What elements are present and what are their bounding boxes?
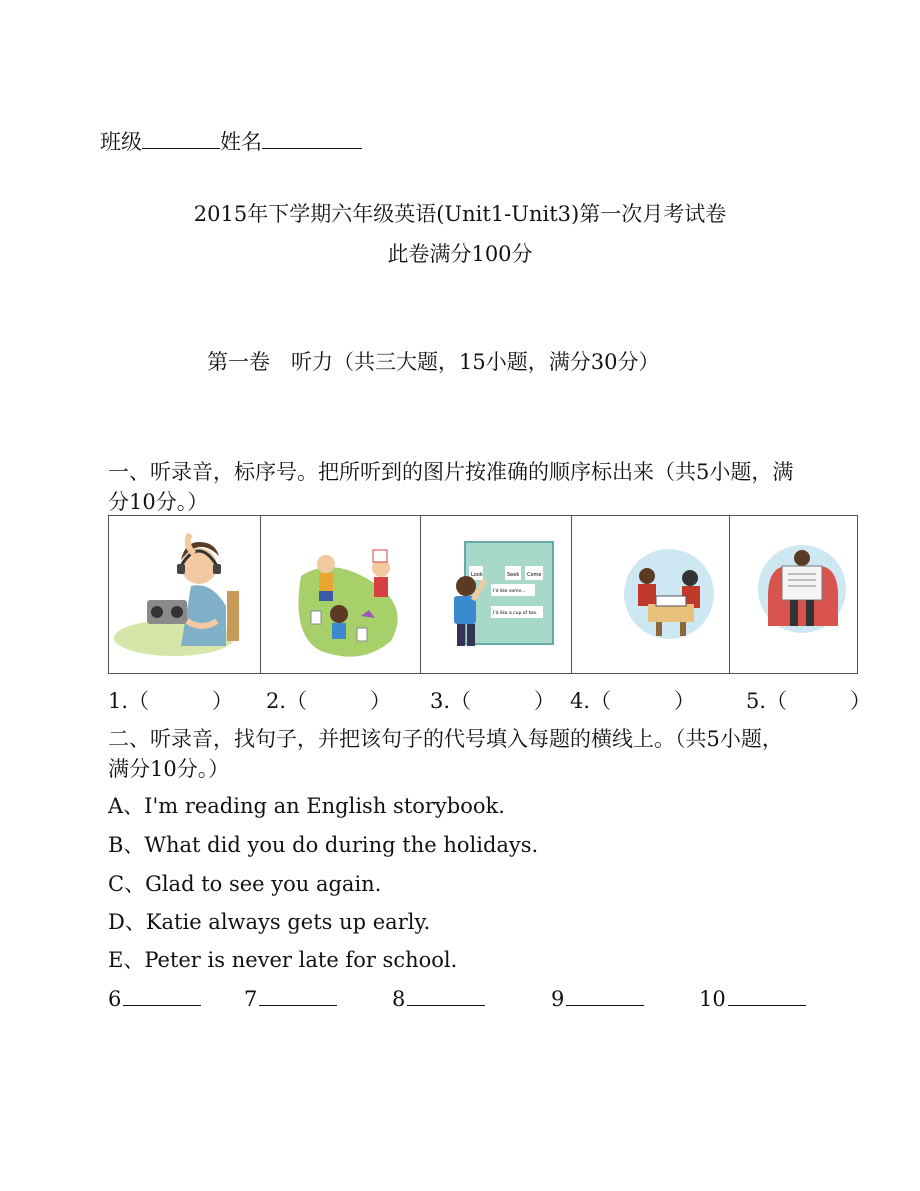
answer-blank-6[interactable] [108,985,201,1011]
option-d: D、Katie always gets up early. [108,910,431,934]
option-b: B、What did you do during the holidays. [108,833,539,857]
answer-slot-1[interactable]: 1.（ ） [108,689,234,713]
boy-headphones-illustration [109,516,259,673]
boy-board-illustration [421,516,569,673]
section2-instruction-line2: 满分10分。） [108,757,230,781]
option-e: E、Peter is never late for school. [108,948,458,972]
name-blank[interactable] [262,128,362,149]
picture-cell-4 [571,516,729,674]
section1-instruction-line1: 一、听录音，标序号。把所听到的图片按准确的顺序标出来（共5小题，满 [108,460,794,484]
answer-line-8[interactable] [407,985,485,1006]
answer-blank-8[interactable] [392,985,485,1011]
student-info-line [100,128,362,156]
part1-heading: 第一卷 听力（共三大题，15小题，满分30分） [207,350,660,374]
board-strip-cup-of-tea: I'd like a cup of tea. [493,611,538,616]
picture-cell-3 [421,516,571,674]
answer-number-8: 8 [392,987,406,1011]
option-c: C、Glad to see you again. [108,872,382,896]
answer-line-6[interactable] [123,985,201,1006]
picture-cell-1 [109,516,261,674]
class-blank[interactable] [142,128,220,149]
answer-line-10[interactable] [728,985,806,1006]
answer-blank-9[interactable] [551,985,644,1011]
board-card-look: Look [471,572,484,578]
answer-slot-3[interactable]: 3.（ ） [430,689,556,713]
answer-line-7[interactable] [259,985,337,1006]
picture-table [108,515,858,674]
answer-number-7: 7 [244,987,258,1011]
children-cards-illustration [261,516,419,673]
board-card-seek: Seek [507,572,520,578]
option-a: A、I'm reading an English storybook. [108,794,505,818]
answer-line-9[interactable] [566,985,644,1006]
section2-instruction-line1: 二、听录音，找句子，并把该句子的代号填入每题的横线上。（共5小题， [108,727,783,751]
answer-slot-5[interactable]: 5.（ ） [746,689,872,713]
section1-answer-slots [108,685,878,713]
answer-number-6: 6 [108,987,122,1011]
class-label: 班级 [100,130,142,154]
exam-title: 2015年下学期六年级英语(Unit1-Unit3)第一次月考试卷 [193,202,727,226]
board-card-come: Come [527,572,542,578]
answer-blank-10[interactable] [699,985,806,1011]
name-label: 姓名 [220,130,262,154]
answer-number-10: 10 [699,987,726,1011]
exam-score-note: 此卷满分100分 [387,242,533,266]
answer-slot-2[interactable]: 2.（ ） [266,689,392,713]
picture-cell-2 [261,516,421,674]
board-strip-like-some: I'd like some... [493,589,526,594]
answer-blank-7[interactable] [244,985,337,1011]
answer-number-9: 9 [551,987,565,1011]
chess-illustration [572,516,728,673]
newspaper-illustration [730,516,856,673]
picture-cell-5 [729,516,857,674]
section1-instruction-line2: 分10分。） [108,490,209,514]
answer-slot-4[interactable]: 4.（ ） [570,689,696,713]
